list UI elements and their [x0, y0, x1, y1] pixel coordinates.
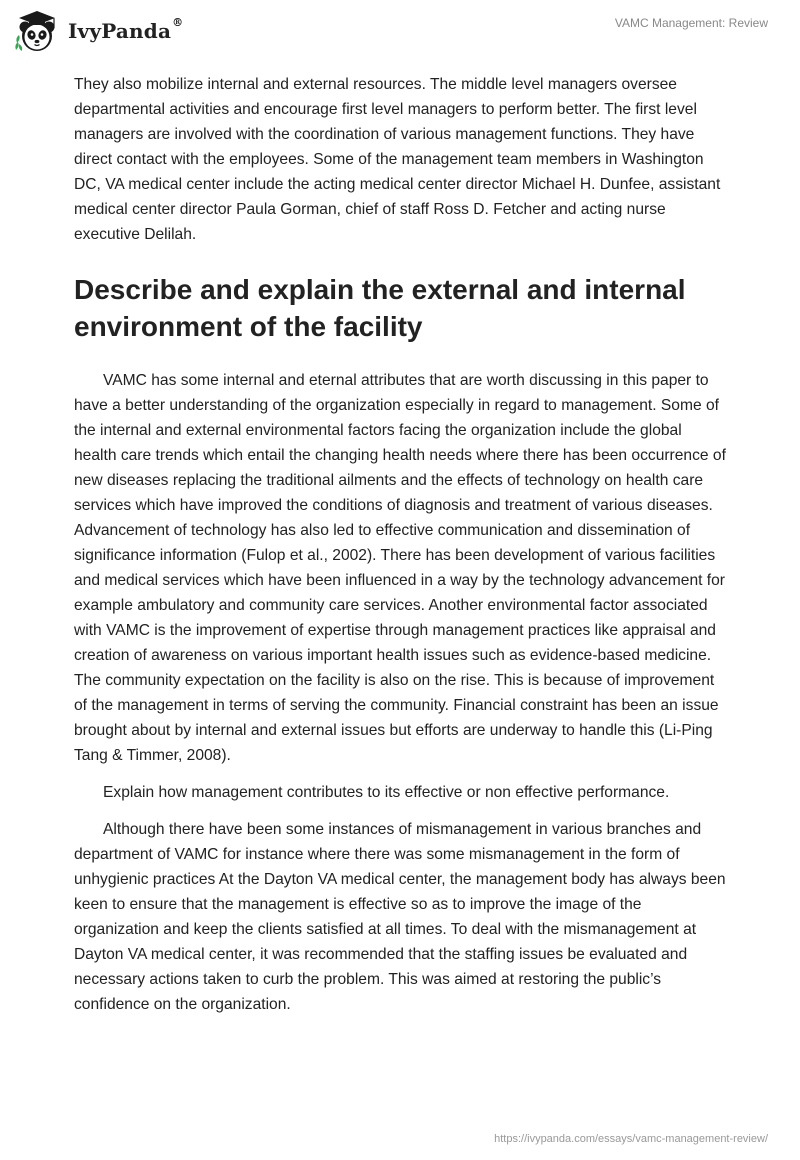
essay-content	[74, 72, 728, 1029]
paragraph-environment: VAMC has some internal and eternal attributes that are worth discussing in this paper to have a better understanding of the organization especially in regard to management. Some of the internal and external environmental factors facing the organization include the global health care trends which entail the changing health needs where there has been occurrence of new diseases replacing the traditional ailments and the effects of technology on health care services which have improved the conditions of diagnosis and treatment of various diseases. Advancement of technology has also led to effective communication and dissemination of significance information (Fulop et al., 2002). There has been development of various facilities and medical services which have been influenced in a way by the technology advancement for example ambulatory and community care services. Another environmental factor associated with VAMC is the improvement of expertise through management practices like appraisal and creation of awareness on various important health issues such as evidence-based medicine. The community expectation on the facility is also on the rise. This is because of improvement of the management in terms of serving the community. Financial constraint has been an issue brought about by internal and external issues but efforts are underway to handle this (Li-Ping Tang & Timmer, 2008).	[74, 372, 726, 764]
source-url[interactable]: https://ivypanda.com/essays/vamc-management-review/	[494, 1133, 768, 1145]
document-title: VAMC Management: Review	[614, 16, 768, 30]
panda-graduation-cap-icon	[14, 8, 64, 54]
section-heading-environment: Describe and explain the external and internal environment of the facility	[74, 274, 686, 342]
paragraph-question: Explain how management contributes to its effective or non effective performance.	[103, 784, 670, 801]
paragraph-management-levels: They also mobilize internal and external resources. The middle level managers oversee departmental activities and encourage first level managers to perform better. The first level managers are involved with the coordination of various management functions. They have direct contact with the employees. Some of the management team members in Washington DC, VA medical center include the acting medical center director Michael H. Dunfee, assistant medical center director Paula Gorman, chief of staff Ross D. Fetcher and acting nurse executive Delilah.	[74, 76, 721, 243]
page-header	[0, 0, 800, 60]
ivypanda-logo[interactable]	[14, 8, 183, 54]
logo-wordmark	[68, 16, 184, 43]
registered-mark: ®	[172, 16, 184, 29]
logo-text: IvyPanda	[68, 19, 172, 43]
paragraph-mismanagement: Although there have been some instances of mismanagement in various branches and department of VAMC for instance where there was some mismanagement in the form of unhygienic practices At the Dayton VA medical center, the management body has always been keen to ensure that the management is effective so as to improve the image of the organization and keep the clients satisfied at all times. To deal with the mismanagement at Dayton VA medical center, it was recommended that the staffing issues be evaluated and necessary actions taken to curb the problem. This was aimed at restoring the public’s confidence on the organization.	[74, 821, 726, 1013]
